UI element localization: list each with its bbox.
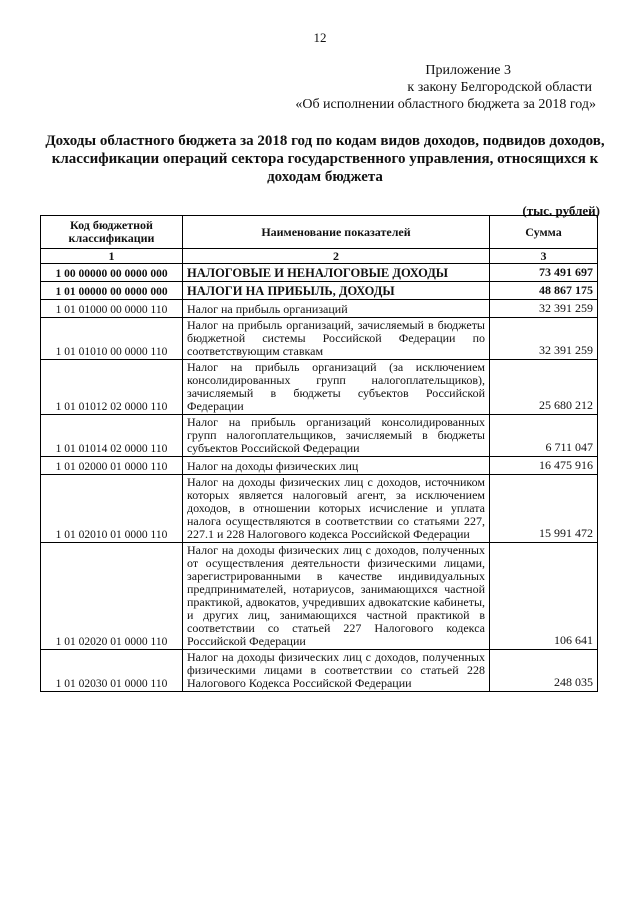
- row-code: 1 01 01010 00 0000 110: [41, 318, 183, 360]
- table-row: [41, 264, 598, 282]
- row-sum: 32 391 259: [490, 300, 598, 318]
- col-number-3: 3: [490, 249, 598, 264]
- row-name: Налог на прибыль организаций (за исключением консолидированных групп налогоплательщиков), зачисляемый в бюджеты субъектов Российской Федерации: [183, 360, 490, 415]
- appendix-header: [295, 62, 596, 113]
- row-sum: 6 711 047: [490, 415, 598, 457]
- row-name: НАЛОГИ НА ПРИБЫЛЬ, ДОХОДЫ: [183, 282, 490, 300]
- document-title: Доходы областного бюджета за 2018 год по кодам видов доходов, подвидов доходов, классификации операций сектора государственного управления, относящихся к доходам бюджета: [45, 133, 605, 185]
- row-code: 1 01 01000 00 0000 110: [41, 300, 183, 318]
- row-sum: 25 680 212: [490, 360, 598, 415]
- table-row: [41, 318, 598, 360]
- row-name: Налог на прибыль организаций: [183, 300, 490, 318]
- col-number-2: 2: [183, 249, 490, 264]
- table-row: [41, 457, 598, 475]
- table-row: [41, 543, 598, 650]
- row-name: Налог на прибыль организаций, зачисляемый в бюджеты бюджетной системы Российской Федерации по соответствующим ставкам: [183, 318, 490, 360]
- row-name: Налог на доходы физических лиц: [183, 457, 490, 475]
- row-code: 1 00 00000 00 0000 000: [41, 264, 183, 282]
- row-sum: 248 035: [490, 650, 598, 692]
- row-code: 1 01 02010 01 0000 110: [41, 475, 183, 543]
- table-row: [41, 300, 598, 318]
- table-row: [41, 360, 598, 415]
- row-sum: 48 867 175: [490, 282, 598, 300]
- row-sum: 106 641: [490, 543, 598, 650]
- row-name: Налог на доходы физических лиц с доходов, полученных физическими лицами в соответствии со статьей 228 Налогового Кодекса Российской Федерации: [183, 650, 490, 692]
- row-sum: 32 391 259: [490, 318, 598, 360]
- appendix-line-1: Приложение 3: [425, 63, 511, 78]
- header-code: Код бюджетной классификации: [41, 216, 183, 249]
- row-sum: 73 491 697: [490, 264, 598, 282]
- table-row: [41, 650, 598, 692]
- row-name: Налог на доходы физических лиц с доходов, источником которых является налоговый агент, за исключением доходов, в отношении которых исчисление и уплата налога осуществляются в соответствии со статьями 227, 227.1 и 228 Налогового кодекса Российской Федерации: [183, 475, 490, 543]
- units-label: (тыс. рублей): [522, 203, 600, 218]
- col-number-1: 1: [41, 249, 183, 264]
- appendix-line-2: к закону Белгородской области: [407, 80, 592, 95]
- table-row: [41, 415, 598, 457]
- table-row: [41, 475, 598, 543]
- row-code: 1 01 02020 01 0000 110: [41, 543, 183, 650]
- row-code: 1 01 01012 02 0000 110: [41, 360, 183, 415]
- row-name: Налог на прибыль организаций консолидированных групп налогоплательщиков, зачисляемый в бюджеты субъектов Российской Федерации: [183, 415, 490, 457]
- row-code: 1 01 00000 00 0000 000: [41, 282, 183, 300]
- row-sum: 15 991 472: [490, 475, 598, 543]
- row-sum: 16 475 916: [490, 457, 598, 475]
- header-sum: Сумма: [490, 216, 598, 249]
- revenue-table: [40, 215, 598, 692]
- row-code: 1 01 01014 02 0000 110: [41, 415, 183, 457]
- row-name: Налог на доходы физических лиц с доходов, полученных от осуществления деятельности физическими лицами, зарегистрированными в качестве индивидуальных предпринимателей, нотариусов, занимающихся частной практикой, адвокатов, учредивших адвокатские кабинеты, и других лиц, занимающихся частной практикой в соответствии со статьей 227 Налогового кодекса Российской Федерации: [183, 543, 490, 650]
- row-name: НАЛОГОВЫЕ И НЕНАЛОГОВЫЕ ДОХОДЫ: [183, 264, 490, 282]
- row-code: 1 01 02000 01 0000 110: [41, 457, 183, 475]
- row-code: 1 01 02030 01 0000 110: [41, 650, 183, 692]
- page-number: 12: [313, 30, 327, 45]
- table-row: [41, 282, 598, 300]
- header-name: Наименование показателей: [183, 216, 490, 249]
- appendix-line-3: «Об исполнении областного бюджета за 2018 год»: [295, 97, 596, 112]
